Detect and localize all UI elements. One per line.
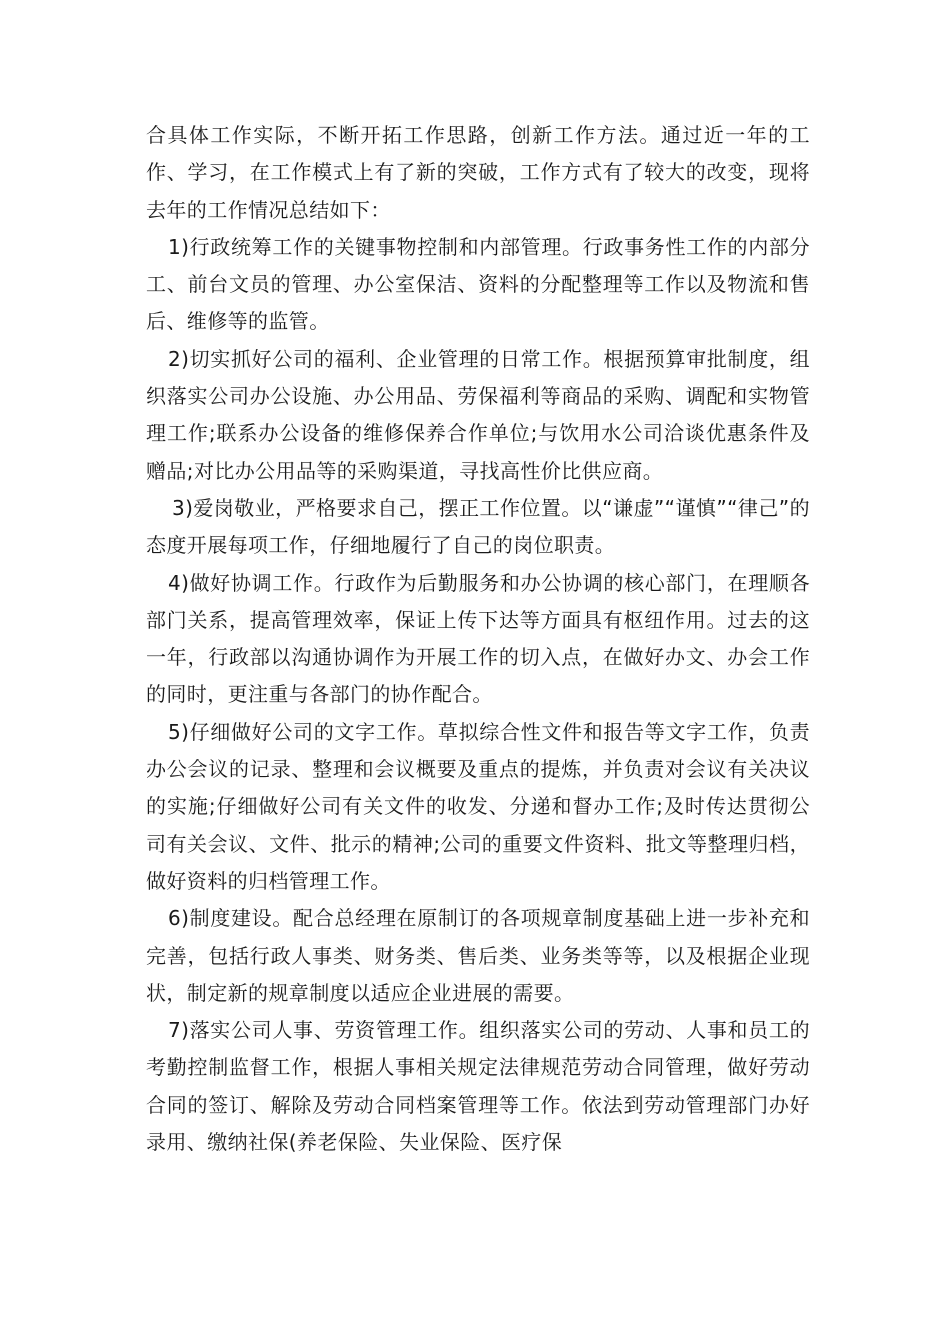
document-body (146, 117, 810, 1161)
paragraph-item-1: 1)行政统筹工作的关键事物控制和内部管理。行政事务性工作的内部分工、前台文员的管理、办公室保洁、资料的分配整理等工作以及物流和售后、维修等的监管。 (146, 234, 810, 334)
paragraph-item-7: 7)落实公司人事、劳资管理工作。组织落实公司的劳动、人事和员工的考勤控制监督工作，根据人事相关规定法律规范劳动合同管理，做好劳动合同的签订、解除及劳动合同档案管理等工作。依法到劳动管理部门办好录用、缴纳社保(养老保险、失业保险、医疗保 (146, 1018, 810, 1155)
paragraph-item-2: 2)切实抓好公司的福利、企业管理的日常工作。根据预算审批制度，组织落实公司办公设施、办公用品、劳保福利等商品的采购、调配和实物管理工作;联系办公设备的维修保养合作单位;与饮用水公司洽谈优惠条件及赠品;对比办公用品等的采购渠道，寻找高性价比供应商。 (146, 346, 810, 483)
paragraph-intro: 合具体工作实际，不断开拓工作思路，创新工作方法。通过近一年的工作、学习，在工作模式上有了新的突破，工作方式有了较大的改变，现将去年的工作情况总结如下： (146, 123, 810, 222)
paragraph-item-3: 3)爱岗敬业，严格要求自己，摆正工作位置。以“谦虚”“谨慎”“律己”的态度开展每项工作，仔细地履行了自己的岗位职责。 (146, 495, 810, 558)
paragraph-item-4: 4)做好协调工作。行政作为后勤服务和办公协调的核心部门，在理顺各部门关系，提高管理效率，保证上传下达等方面具有枢纽作用。过去的这一年，行政部以沟通协调作为开展工作的切入点，在做好办文、办会工作的同时，更注重与各部门的协作配合。 (146, 570, 810, 707)
paragraph-item-6: 6)制度建设。配合总经理在原制订的各项规章制度基础上进一步补充和完善，包括行政人事类、财务类、售后类、业务类等等，以及根据企业现状，制定新的规章制度以适应企业进展的需要。 (146, 906, 810, 1005)
paragraph-item-5: 5)仔细做好公司的文字工作。草拟综合性文件和报告等文字工作，负责办公会议的记录、整理和会议概要及重点的提炼，并负责对会议有关决议的实施;仔细做好公司有关文件的收发、分递和督办工作;及时传达贯彻公司有关会议、文件、批示的精神;公司的重要文件资料、批文等整理归档，做好资料的归档管理工作。 (146, 719, 810, 893)
